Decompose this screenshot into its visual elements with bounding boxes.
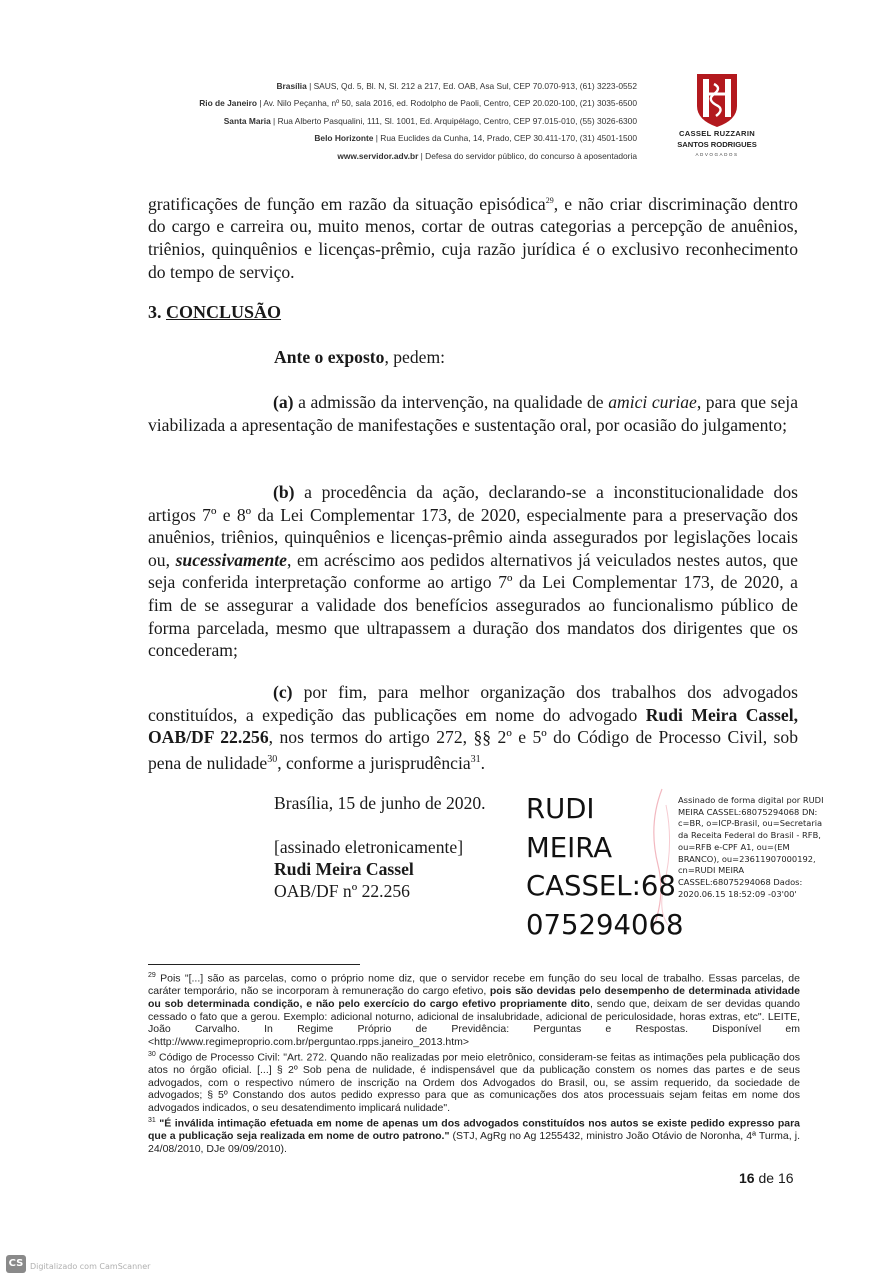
section-heading: 3. CONCLUSÃO [148,302,282,322]
signer-name: Rudi Meira Cassel [274,859,414,879]
address-line: www.servidor.adv.br | Defesa do servidor público, do concurso à aposentadoria [337,150,637,161]
footnote-29: $^{29}$ Pois "[...] são as parcelas, como o próprio nome diz, que o servidor recebe em função do seu local de trabalho. Essas parcelas, de caráter temporário, não se incorporam à remuneração do cargo efetivo, pois são devidas pelo desempenho de determinada atividade ou sob determinada condição, e não pelo exercício do cargo efetivo propriamente dito, sendo que, deixam de ser devidas quando cessado o fato que a gerou. Exemplo: adicional noturno, adicional de insalubridade, adicional de periculosidade, horas extras, etc". LEITE, João Carvalho. In Regime Próprio de Previdência: Perguntas e Respostas. Disponível em <http://www.regimeproprio.com.br/perguntao.rpps.janeiro_2013.htm> [148,972,800,1049]
signer-oab: OAB/DF nº 22.256 [274,881,410,901]
address-line: Rio de Janeiro | Av. Nilo Peçanha, nº 50, sala 2016, ed. Rodolpho de Paoli, Centro, CEP 20.020-100, (21) 3035-6500 [199,98,637,109]
signed-electronically: [assinado eletronicamente] [274,837,464,857]
address-line: Santa Maria | Rua Alberto Pasqualini, 111, Sl. 1001, Ed. Arquipélago, Centro, CEP 97.015-010, (55) 3026-6300 [223,115,637,126]
page-number: 16 de 16 [739,1170,794,1186]
paragraph-ante: Ante o exposto, pedem: [274,347,446,367]
camscanner-logo-icon: CS [6,1255,26,1273]
place-date: Brasília, 15 de junho de 2020. [274,793,486,813]
logo-name-line3: ADVOGADOS [695,152,739,157]
logo-name-line1: CASSEL RUZZARIN [678,129,756,138]
firm-logo [668,72,766,164]
request-b: (b) a procedência da ação, declarando-se a inconstitucionalidade dos artigos 7º e 8º da Lei Complementar 173, de 2020, especialmente para a preservação dos anuênios, triênios, quinquênios e licenças-prêmio ainda assegurados por legislações locais ou, sucessivamente, em acréscimo aos pedidos alternativos já veiculados nestes autos, que seja conferida interpretação conforme ao artigo 7º da Lei Complementar 173, de 2020, a fim de se assegurar a validade dos benefícios assegurados ao funcionalismo público de forma parcelada, mesmo que ultrapassem a duração dos mandatos dos dirigentes que os concederam; [148,482,798,661]
request-c: (c) por fim, para melhor organização dos trabalhos dos advogados constituídos, a expedição das publicações em nome do advogado Rudi Meira Cassel, OAB/DF 22.256, nos termos do artigo 272, §§ 2º e 5º do Código de Processo Civil, sob pena de nulidade$^{30}$, conforme a jurisprudência$^{31}$. [148,682,798,773]
address-line: Belo Horizonte | Rua Euclides da Cunha, 14, Prado, CEP 30.411-170, (31) 4501-1500 [314,133,637,144]
logo-name-line2: SANTOS RODRIGUES [677,140,757,149]
digital-signature-details: Assinado de forma digital por RUDI MEIRA CASSEL:68075294068 DN: c=BR, o=ICP-Brasil, ou=Secretaria da Receita Federal do Brasil - RFB, ou=RFB e-CPF A1, ou=(EM BRANCO), ou=23611907000192, cn=RUDI MEIRA CASSEL:68075294068 Dados: 2020.06.15 18:52:09 -03'00' [678,795,824,899]
paragraph-intro: gratificações de função em razão da situação episódica$^{29}$, e não criar discriminação dentro do cargo e carreira ou, muito menos, cortar de outras categorias a percepção de anuênios, triênios, quinquênios e licenças-prêmio, cuja razão jurídica é o exclusivo reconhecimento do tempo de serviço. [148,193,798,282]
header-addresses [97,78,637,165]
request-a: (a) a admissão da intervenção, na qualidade de amici curiae, para que seja viabilizada a apresentação de manifestações e sustentação oral, por ocasião do julgamento; [148,392,799,435]
digital-signature-name: RUDI MEIRA CASSEL:68 075294068 [526,793,684,941]
footnote-31: $^{31}$ "É inválida intimação efetuada em nome de apenas um dos advogados constituídos nos autos se existe pedido expresso para que a publicação seja realizada em nome de outro patrono." (STJ, AgRg no Ag 1255432, ministro João Otávio de Noronha, 4ª Turma, j. 24/08/2010, DJe 09/09/2010). [148,1116,800,1155]
footnote-30: $^{30}$ Código de Processo Civil: "Art. 272. Quando não realizadas por meio eletrônico, consideram-se feitas as intimações pela publicação dos atos no órgão oficial. [...] § 2º Sob pena de nulidade, é indispensável que da publicação constem os nomes das partes e de seus advogados, com o respectivo número de inscrição na Ordem dos Advogados do Brasil, ou, se assim requerido, da sociedade de advogados; § 5º Constando dos autos pedido expresso para que as comunicações dos atos processuais sejam feitas em nome dos advogados indicados, o seu desatendimento implicará nulidade". [148,1050,800,1115]
shield-logo-icon [694,72,740,128]
footnotes [148,970,800,1155]
footnote-ref: 30 [267,753,278,765]
footnote-divider [148,964,360,965]
address-line: Brasília | SAUS, Qd. 5, Bl. N, Sl. 212 a 217, Ed. OAB, Asa Sul, CEP 70.070-913, (61) 3223-0552 [276,81,637,91]
scanner-watermark: Digitalizado com CamScanner [30,1262,151,1271]
footnote-ref: 29 [545,196,554,205]
footnote-ref: 31 [470,753,481,765]
